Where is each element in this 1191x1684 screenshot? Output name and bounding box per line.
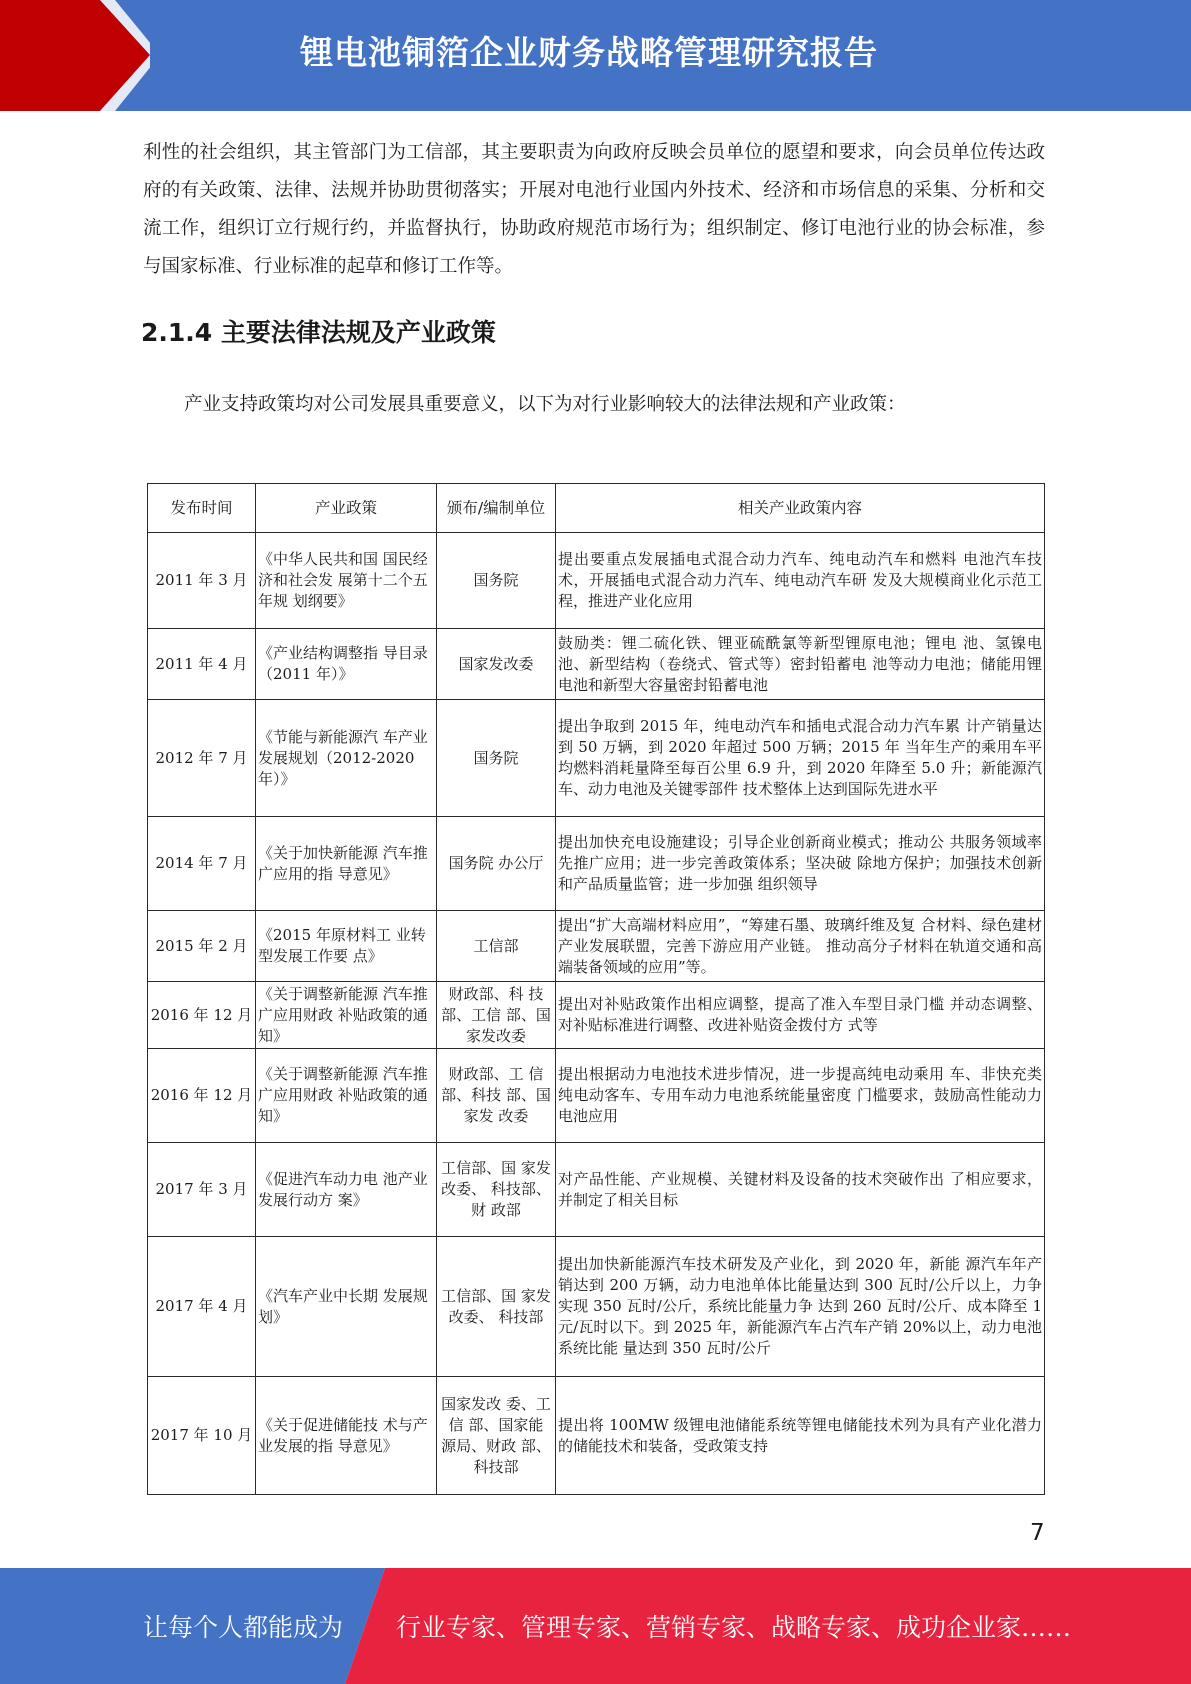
policy-table <box>147 483 1045 1495</box>
report-title: 锂电池铜箔企业财务战略管理研究报告 <box>300 33 878 72</box>
row-unit: 工信部、国 家发改委、 科技部 <box>441 1286 551 1326</box>
row-content: 提出将 100MW 级锂电池储能系统等锂电储能技术列为具有产业化潜力的储能技术和装备，受政策支持 <box>558 1415 1042 1455</box>
row-policy: 《关于加快新能源 汽车推广应用的指 导意见》 <box>258 843 428 883</box>
row-unit: 工信部、国 家发改委、 科技部、财 政部 <box>441 1159 551 1219</box>
row-unit: 财政部、科 技部、工信 部、国家发改委 <box>441 984 551 1045</box>
table-row <box>148 1237 1045 1377</box>
row-policy: 《关于促进储能技 术与产业发展的指 导意见》 <box>258 1415 428 1455</box>
row-policy: 《产业结构调整指 导目录（2011 年）》 <box>258 644 428 683</box>
row-content: 提出要重点发展插电式混合动力汽车、纯电动汽车和燃料 电池汽车技术，开展插电式混合动力汽车、纯电动汽车研 发及大规模商业化示范工程，推进产业化应用 <box>558 550 1042 610</box>
row-policy: 《中华人民共和国 国民经济和社会发 展第十二个五年规 划纲要》 <box>258 550 428 610</box>
row-policy: 《促进汽车动力电 池产业发展行动方 案》 <box>258 1169 428 1209</box>
row-date: 2017 年 3 月 <box>155 1180 248 1198</box>
footer-slogan-left: 让每个人都能成为 <box>143 1613 344 1642</box>
table-header-row <box>148 484 1045 533</box>
header-date: 发布时间 <box>148 484 256 533</box>
row-date: 2012 年 7 月 <box>155 748 248 767</box>
row-unit: 财政部、工 信部、科技 部、国家发 改委 <box>441 1065 551 1125</box>
page-footer <box>0 1568 1191 1684</box>
header-red-chevron <box>0 0 150 111</box>
table-row <box>148 1049 1045 1143</box>
row-content: 提出争取到 2015 年，纯电动汽车和插电式混合动力汽车累 计产销量达到 50 万辆，到 2020 年超过 500 万辆；2015 年 当年生产的乘用车平均燃料消耗量降至每百公里 6.9 升，到 2020 年降至 5.0 升；新能源汽车、动力电池及关键零部件 技术整体上达到国际先进水平 <box>558 717 1042 798</box>
row-content: 提出“扩大高端材料应用”，“筹建石墨、玻璃纤维及复 合材料、绿色建材产业发展联盟，完善下游应用产业链。 推动高分子材料在轨道交通和高端装备领域的应用”等。 <box>558 915 1042 976</box>
row-unit: 国务院 <box>473 748 519 767</box>
row-unit: 国务院 办公厅 <box>448 854 544 872</box>
row-unit: 国家发改委 <box>458 654 534 673</box>
row-unit: 国家发改 委、工信 部、国家能 源局、财政 部、科技部 <box>441 1394 551 1476</box>
body-paragraph: 利性的社会组织，其主管部门为工信部，其主要职责为向政府反映会员单位的愿望和要求，向会员单位传达政府的有关政策、法律、法规并协助贯彻落实；开展对电池行业国内外技术、经济和市场信息的采集、分析和交流工作，组织订立行规行约，并监督执行，协助政府规范市场行为；组织制定、修订电池行业的协会标准，参与国家标准、行业标准的起草和修订工作等。 <box>143 142 1045 277</box>
row-content: 提出对补贴政策作出相应调整，提高了准入车型目录门槛 并动态调整、对补贴标准进行调整、改进补贴资金拨付方 式等 <box>558 995 1042 1034</box>
row-content: 提出根据动力电池技术进步情况，进一步提高纯电动乘用 车、非快充类纯电动客车、专用车动力电池系统能量密度 门槛要求，鼓励高性能动力电池应用 <box>558 1065 1042 1125</box>
table-row <box>148 1377 1045 1495</box>
row-date: 2011 年 4 月 <box>155 654 248 673</box>
row-policy: 《关于调整新能源 汽车推广应用财政 补贴政策的通知》 <box>258 984 428 1045</box>
row-unit: 国务院 <box>473 571 519 589</box>
header-unit: 颁布/编制单位 <box>437 484 556 533</box>
row-date: 2017 年 4 月 <box>155 1297 248 1315</box>
table-row <box>148 533 1045 629</box>
row-policy: 《汽车产业中长期 发展规划》 <box>258 1286 428 1326</box>
intro-paragraph: 产业支持政策均对公司发展具重要意义，以下为对行业影响较大的法律法规和产业政策： <box>184 394 906 415</box>
row-content: 提出加快新能源汽车技术研发及产业化，到 2020 年，新能 源汽车年产销达到 200 万辆，动力电池单体比能量达到 300 瓦时/公斤以上，力争实现 350 瓦时/公斤，系统比能量力争 达到 260 瓦时/公斤、成本降至 1 元/瓦时以下。到 2025 年，新能源汽车占汽车产销 20%以上，动力电池系统比能 量达到 350 瓦时/公斤 <box>558 1255 1042 1357</box>
table-row <box>148 911 1045 982</box>
page-number: 7 <box>1030 1520 1045 1546</box>
header-content: 相关产业政策内容 <box>556 484 1045 533</box>
table-row <box>148 982 1045 1049</box>
table-row <box>148 817 1045 911</box>
footer-slogan-right: 行业专家、管理专家、营销专家、战略专家、成功企业家…… <box>396 1613 1072 1642</box>
row-unit: 工信部 <box>473 936 519 955</box>
page-header <box>0 0 1191 111</box>
table-row <box>148 700 1045 817</box>
row-content: 鼓励类：锂二硫化铁、锂亚硫酰氯等新型锂原电池；锂电 池、氢镍电池、新型结构（卷绕式、管式等）密封铅蓄电 池等动力电池；储能用锂电池和新型大容量密封铅蓄电池 <box>558 633 1042 694</box>
row-date: 2011 年 3 月 <box>155 571 248 589</box>
row-content: 对产品性能、产业规模、关键材料及设备的技术突破作出 了相应要求，并制定了相关目标 <box>558 1169 1042 1209</box>
row-content: 提出加快充电设施建设；引导企业创新商业模式；推动公 共服务领域率先推广应用；进一步完善政策体系；坚决破 除地方保护；加强技术创新和产品质量监管；进一步加强 组织领导 <box>558 833 1042 893</box>
header-policy: 产业政策 <box>256 484 437 533</box>
row-date: 2015 年 2 月 <box>155 936 248 955</box>
table-row <box>148 629 1045 700</box>
table-row <box>148 1143 1045 1237</box>
row-date: 2014 年 7 月 <box>155 854 248 872</box>
row-policy: 《节能与新能源汽 车产业发展规划（2012-2020 年）》 <box>258 727 428 788</box>
section-heading: 2.1.4 主要法律法规及产业政策 <box>141 318 496 347</box>
row-policy: 《关于调整新能源 汽车推广应用财政 补贴政策的通知》 <box>258 1065 428 1125</box>
row-date: 2016 年 12 月 <box>150 1086 253 1104</box>
row-date: 2016 年 12 月 <box>150 1005 253 1024</box>
row-date: 2017 年 10 月 <box>150 1426 253 1444</box>
row-policy: 《2015 年原材料工 业转型发展工作要 点》 <box>258 926 426 965</box>
